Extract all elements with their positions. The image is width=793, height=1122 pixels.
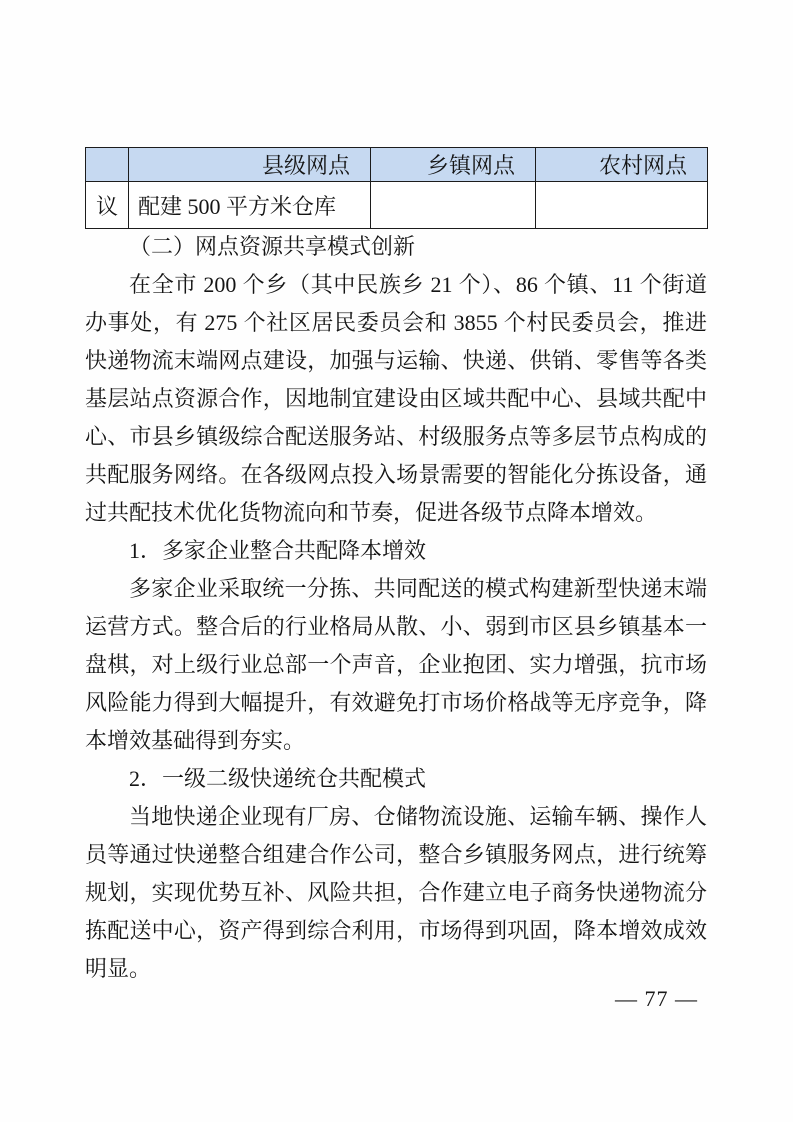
table-row bbox=[86, 182, 708, 229]
body-paragraph: 当地快递企业现有厂房、仓储物流设施、运输车辆、操作人员等通过快递整合组建合作公司，整合乡镇服务网点，进行统筹规划，实现优势互补、风险共担，合作建立电子商务快递物流分拣配送中心，资产得到综合利用，市场得到巩固，降本增效成效明显。 bbox=[85, 804, 707, 981]
table-header-cell-blank bbox=[86, 148, 129, 182]
subsection-heading-2: 2．一级二级快递统仓共配模式 bbox=[129, 766, 427, 791]
subsection-heading-1: 1．多家企业整合共配降本增效 bbox=[129, 538, 427, 563]
table-header-row bbox=[86, 148, 708, 182]
table-cell-township-value bbox=[371, 182, 536, 229]
continuation-table bbox=[85, 147, 708, 229]
section-heading: （二）网点资源共享模式创新 bbox=[129, 234, 416, 259]
table-header-cell-county: 县级网点 bbox=[129, 148, 371, 182]
page-number: — 77 — bbox=[615, 986, 698, 1011]
table-cell-village-value bbox=[536, 182, 708, 229]
table-header-cell-village: 农村网点 bbox=[536, 148, 708, 182]
table-cell-county-value: 配建 500 平方米仓库 bbox=[129, 182, 371, 229]
body-text bbox=[85, 228, 707, 988]
body-paragraph: 在全市 200 个乡（其中民族乡 21 个）、86 个镇、11 个街道办事处，有 275 个社区居民委员会和 3855 个村民委员会，推进快递物流末端网点建设，加强与运输、快递、供销、零售等各类基层站点资源合作，因地制宜建设由区域共配中心、县域共配中心、市县乡镇级综合配送服务站、村级服务点等多层节点构成的共配服务网络。在各级网点投入场景需要的智能化分拣设备，通过共配技术优化货物流向和节奏，促进各级节点降本增效。 bbox=[85, 272, 707, 525]
table-cell-label: 议 bbox=[86, 182, 129, 229]
body-paragraph: 多家企业采取统一分拣、共同配送的模式构建新型快递末端运营方式。整合后的行业格局从散、小、弱到市区县乡镇基本一盘棋，对上级行业总部一个声音，企业抱团、实力增强，抗市场风险能力得到大幅提升，有效避免打市场价格战等无序竞争，降本增效基础得到夯实。 bbox=[85, 576, 707, 753]
table-header-cell-township: 乡镇网点 bbox=[371, 148, 536, 182]
